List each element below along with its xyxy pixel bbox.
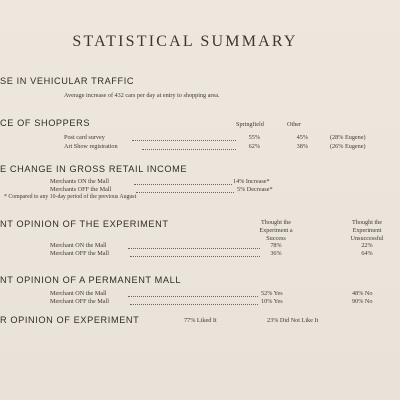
shoppers-row-eugene: (26% Eugene) xyxy=(330,143,366,150)
dot-leader xyxy=(130,304,258,305)
experiment-row-label: Merchant ON the Mall xyxy=(50,242,107,249)
permanent-row-yes: 10% Yes xyxy=(261,298,283,305)
shopper-opinion-liked: 77% Liked It xyxy=(184,317,217,324)
experiment-row-unsuccess: 64% xyxy=(361,250,373,257)
dot-leader xyxy=(136,192,234,193)
traffic-heading: SE IN VEHICULAR TRAFFIC xyxy=(0,76,135,86)
permanent-row-label: Merchant ON the Mall xyxy=(50,290,107,297)
dot-leader xyxy=(142,149,236,150)
dot-leader xyxy=(132,140,236,141)
experiment-heading: NT OPINION OF THE EXPERIMENT xyxy=(0,219,169,229)
experiment-col-success-line: Experiment a xyxy=(259,227,293,234)
experiment-row-label: Merchant OFF the Mall xyxy=(50,250,109,257)
permanent-row-yes: 52% Yes xyxy=(261,290,283,297)
shoppers-heading: CE OF SHOPPERS xyxy=(0,118,91,128)
shoppers-row-label: Art Show registration xyxy=(64,143,118,150)
retail-row-value: 14% Increase* xyxy=(233,178,270,185)
page-title: STATISTICAL SUMMARY xyxy=(72,33,298,50)
retail-row-label: Merchants ON the Mall xyxy=(50,178,109,185)
permanent-row-no: 48% No xyxy=(352,290,373,297)
retail-row-value: 5% Decrease* xyxy=(237,186,273,193)
shoppers-row-eugene: (28% Eugene) xyxy=(330,134,366,141)
experiment-row-success: 36% xyxy=(270,250,282,257)
shoppers-col-springfield: Springfield xyxy=(236,121,264,128)
traffic-note: Average increase of 432 cars per day at entry to shopping area. xyxy=(64,92,220,99)
shoppers-row-springfield: 62% xyxy=(248,143,260,150)
experiment-row-unsuccess: 22% xyxy=(361,242,373,249)
shoppers-row-springfield: 55% xyxy=(248,134,260,141)
shoppers-row-other: 45% xyxy=(296,134,308,141)
dot-leader xyxy=(134,184,232,185)
shoppers-row-other: 38% xyxy=(296,143,308,150)
retail-heading: E CHANGE IN GROSS RETAIL INCOME xyxy=(0,164,188,174)
shoppers-row-label: Post card survey xyxy=(64,134,105,141)
dot-leader xyxy=(128,248,260,249)
permanent-row-no: 90% No xyxy=(352,298,373,305)
shopper-opinion-heading: R OPINION OF EXPERIMENT xyxy=(0,315,140,325)
experiment-row-success: 78% xyxy=(270,242,282,249)
permanent-heading: NT OPINION OF A PERMANENT MALL xyxy=(0,275,182,285)
dot-leader xyxy=(130,256,260,257)
permanent-row-label: Merchant OFF the Mall xyxy=(50,298,109,305)
dot-leader xyxy=(128,296,258,297)
retail-row-label: Merchants OFF the Mall xyxy=(50,186,112,193)
experiment-col-success-line: Thought the xyxy=(260,219,292,226)
retail-footnote: * Compared to any 10-day period of the previous August xyxy=(4,194,137,200)
experiment-col-unsuccess-line: Unsuccessful xyxy=(350,235,384,242)
shopper-opinion-disliked: 23% Did Not Like It xyxy=(267,317,319,324)
experiment-col-success-line: Success xyxy=(266,235,286,242)
experiment-col-unsuccess-line: Experiment xyxy=(352,227,382,234)
shoppers-col-other: Other xyxy=(287,121,302,128)
experiment-col-unsuccess-line: Thought the xyxy=(351,219,383,226)
